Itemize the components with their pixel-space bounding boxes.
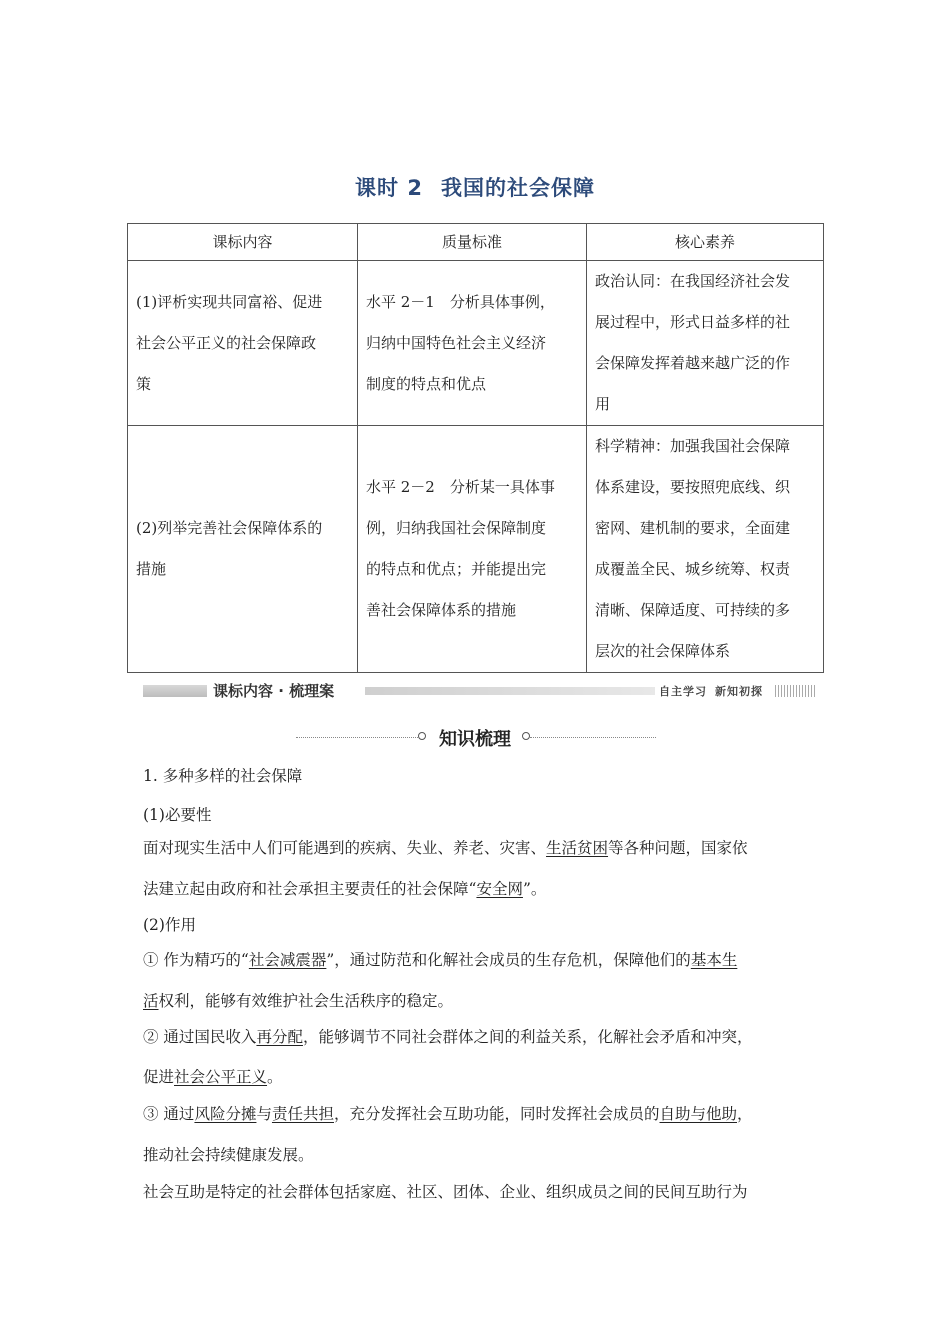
underlined-term: 活: [143, 992, 159, 1010]
banner-tags: [655, 683, 775, 699]
cell-content: (1)评析实现共同富裕、促进 社会公平正义的社会保障政 策: [128, 261, 358, 426]
paragraph-line: 法建立起由政府和社会承担主要责任的社会保障“安全网”。: [143, 880, 547, 898]
paragraph-line: ① 作为精巧的“社会减震器”，通过防范和化解社会成员的生存危机，保障他们的基本生: [143, 951, 738, 969]
header-content: 课标内容: [128, 224, 358, 261]
knowledge-title: 知识梳理: [439, 729, 511, 750]
cell-content: (2)列举完善社会保障体系的 措施: [128, 426, 358, 673]
knowledge-heading: [0, 725, 950, 749]
standards-table: [127, 223, 824, 673]
lesson-number: 课时 2: [355, 176, 423, 200]
table-row: [128, 426, 824, 673]
underlined-term: 社会公平正义: [174, 1068, 268, 1086]
table-header-row: [128, 224, 824, 261]
underlined-term: 安全网: [476, 880, 523, 898]
table-row: [128, 261, 824, 426]
paragraph-line: 活权利，能够有效维护社会生活秩序的稳定。: [143, 992, 454, 1010]
page-title: [0, 172, 950, 202]
banner-tag-new-knowledge: 新知初探: [715, 685, 763, 698]
lesson-name: 我国的社会保障: [440, 176, 595, 200]
heading-function: (2)作用: [143, 916, 196, 934]
paragraph-line: 促进社会公平正义。: [143, 1068, 283, 1086]
paragraph-line: 面对现实生活中人们可能遇到的疾病、失业、养老、灾害、生活贫困等各种问题，国家依: [143, 839, 748, 857]
heading-1: 1. 多种多样的社会保障: [143, 767, 303, 785]
ring-right-icon: [522, 732, 530, 740]
underlined-term: 风险分摊: [194, 1105, 257, 1123]
banner-bar-left: [143, 685, 207, 697]
underlined-term: 再分配: [256, 1028, 303, 1046]
banner-tag-self-study: 自主学习: [659, 685, 707, 698]
cell-literacy: 科学精神：加强我国社会保障 体系建设，要按照兜底线、织 密网、建机制的要求，全面建 成覆盖全民、城乡统筹、权责 清晰、保障适度、可持续的多 层次的社会保障体系: [587, 426, 824, 673]
paragraph-line: 推动社会持续健康发展。: [143, 1146, 314, 1164]
cell-quality: 水平 2－2 分析某一具体事 例，归纳我国社会保障制度 的特点和优点；并能提出完 善社会保障体系的措施: [358, 426, 587, 673]
heading-necessity: (1)必要性: [143, 806, 212, 824]
cell-literacy: 政治认同：在我国经济社会发 展过程中，形式日益多样的社 会保障发挥着越来越广泛的作 用: [587, 261, 824, 426]
underlined-term: 责任共担: [271, 1105, 334, 1123]
divider-right: [530, 737, 656, 738]
paragraph-line: ② 通过国民收入再分配，能够调节不同社会群体之间的利益关系，化解社会矛盾和冲突，: [143, 1028, 753, 1046]
paragraph-line: 社会互助是特定的社会群体包括家庭、社区、团体、企业、组织成员之间的民间互助行为: [143, 1183, 748, 1201]
underlined-term: 自助与他助: [659, 1105, 738, 1123]
banner-title: 课标内容 · 梳理案: [213, 682, 335, 700]
header-literacy: 核心素养: [587, 224, 824, 261]
cell-quality: 水平 2－1 分析具体事例， 归纳中国特色社会主义经济 制度的特点和优点: [358, 261, 587, 426]
section-banner: [143, 682, 815, 700]
underlined-term: 社会减震器: [248, 951, 327, 969]
paragraph-line: ③ 通过风险分摊与责任共担，充分发挥社会互助功能，同时发挥社会成员的自助与他助，: [143, 1105, 753, 1123]
underlined-term: 基本生: [690, 951, 738, 969]
divider-left: [296, 737, 418, 738]
ring-left-icon: [418, 732, 426, 740]
header-quality: 质量标准: [358, 224, 587, 261]
banner-bar-right: [775, 685, 815, 697]
underlined-term: 生活贫困: [546, 839, 609, 857]
